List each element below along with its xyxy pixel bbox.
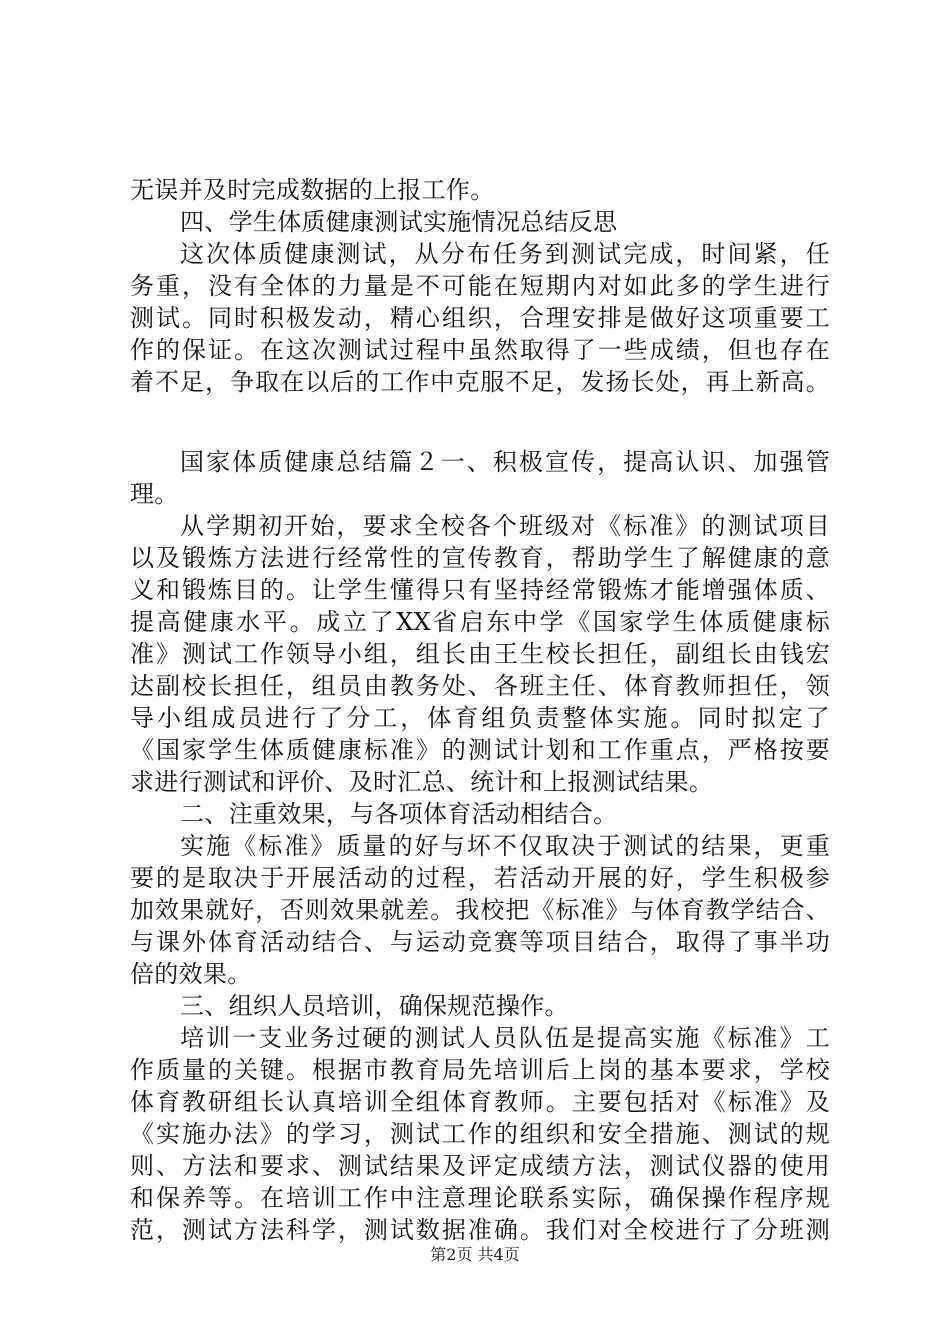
text-line: 倍的效果。 — [130, 960, 252, 988]
text-line: 《实施办法》的学习，测试工作的组织和安全措施、测试的规 — [130, 1120, 830, 1148]
text-line: 和保养等。在培训工作中注意理论联系实际，确保操作程序规 — [130, 1184, 830, 1212]
text-line: 义和锻炼目的。让学生懂得只有坚持经常锻炼才能增强体质、 — [130, 576, 830, 604]
text-line: 务重，没有全体的力量是不可能在短期内对如此多的学生进行 — [130, 272, 830, 300]
section-heading: 国家体质健康总结篇２一、积极宣传，提高认识、加强管 — [180, 448, 830, 476]
section-heading: 三、组织人员培训，确保规范操作。 — [180, 992, 569, 1020]
page-number-footer: 第2页 共4页 — [430, 1245, 520, 1264]
text-line: 作质量的关键。根据市教育局先培训后上岗的基本要求，学校 — [130, 1056, 830, 1084]
text-line: 理。 — [130, 480, 179, 508]
text-line: 范，测试方法科学，测试数据准确。我们对全校进行了分班测 — [130, 1216, 830, 1244]
text-line: 《国家学生体质健康标准》的测试计划和工作重点，严格按要 — [130, 736, 830, 764]
text-line: 从学期初开始，要求全校各个班级对《标准》的测试项目 — [180, 512, 830, 540]
text-line: 培训一支业务过硬的测试人员队伍是提高实施《标准》工 — [180, 1024, 830, 1052]
text-line: 以及锻炼方法进行经常性的宣传教育，帮助学生了解健康的意 — [130, 544, 830, 572]
text-line: 加效果就好，否则效果就差。我校把《标准》与体育教学结合、 — [130, 896, 830, 924]
text-line: 测试。同时积极发动，精心组织，合理安排是做好这项重要工 — [130, 304, 830, 332]
text-line: 达副校长担任，组员由教务处、各班主任、体育教师担任，领 — [130, 672, 830, 700]
text-line: 要的是取决于开展活动的过程，若活动开展的好，学生积极参 — [130, 864, 830, 892]
text-line: 与课外体育活动结合、与运动竞赛等项目结合，取得了事半功 — [130, 928, 830, 956]
text-line: 无误并及时完成数据的上报工作。 — [130, 176, 495, 204]
section-heading: 二、注重效果，与各项体育活动相结合。 — [180, 800, 618, 828]
text-line: 实施《标准》质量的好与坏不仅取决于测试的结果，更重 — [180, 832, 830, 860]
text-line: 体育教研组长认真培训全组体育教师。主要包括对《标准》及 — [130, 1088, 830, 1116]
text-line: 求进行测试和评价、及时汇总、统计和上报测试结果。 — [130, 768, 714, 796]
text-line: 这次体质健康测试，从分布任务到测试完成，时间紧，任 — [180, 240, 830, 268]
text-line: 准》测试工作领导小组，组长由王生校长担任，副组长由钱宏 — [130, 640, 830, 668]
text-line: 作的保证。在这次测试过程中虽然取得了一些成绩，但也存在 — [130, 336, 830, 364]
text-line: 提高健康水平。成立了XX省启东中学《国家学生体质健康标 — [130, 608, 830, 636]
text-line: 着不足，争取在以后的工作中克服不足，发扬长处，再上新高。 — [130, 368, 830, 396]
section-heading: 四、学生体质健康测试实施情况总结反思 — [180, 208, 618, 236]
text-line: 导小组成员进行了分工，体育组负责整体实施。同时拟定了 — [130, 704, 830, 732]
text-line: 则、方法和要求、测试结果及评定成绩方法，测试仪器的使用 — [130, 1152, 830, 1180]
